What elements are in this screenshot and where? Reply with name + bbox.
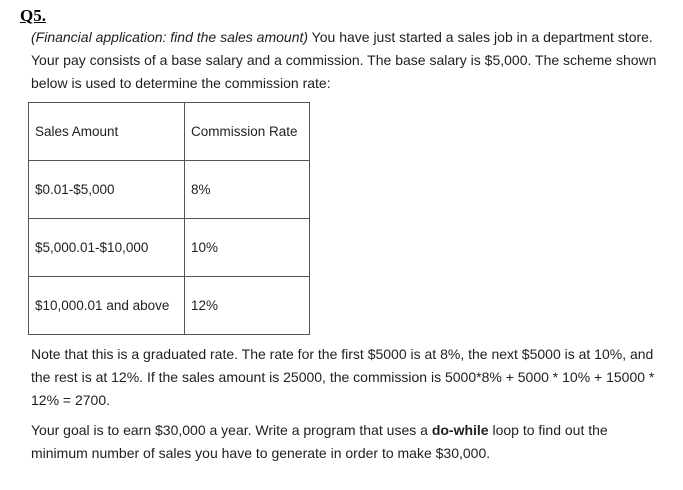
goal-text-before: Your goal is to earn $30,000 a year. Write a program that uses a [31, 422, 432, 438]
table-cell-sales-amount: $0.01-$5,000 [29, 161, 185, 219]
question-number: Q5. [20, 6, 46, 25]
goal-keyword-do-while: do-while [431, 422, 489, 438]
table-cell-commission-rate: 12% [185, 277, 310, 335]
table-cell-sales-amount: $5,000.01-$10,000 [29, 219, 185, 277]
table-header-sales-amount: Sales Amount [29, 103, 185, 161]
table-row [29, 161, 310, 219]
intro-italic-title: (Financial application: find the sales amount) [31, 29, 309, 45]
goal-paragraph [31, 419, 661, 465]
commission-rate-table [28, 102, 310, 335]
table-header-row [29, 103, 310, 161]
table-header-commission-rate: Commission Rate [185, 103, 310, 161]
table-row [29, 219, 310, 277]
intro-text: You have just started a sales job in a department store. Your pay consists of a base salary and a commission. The base salary is $5,000. The scheme shown below is used to determine the commission rate: [31, 29, 657, 91]
question-intro [31, 26, 661, 95]
goal-text-after: loop to find out the minimum number of sales you have to generate in order to make $30,000. [31, 422, 608, 461]
table-row [29, 277, 310, 335]
table-cell-commission-rate: 8% [185, 161, 310, 219]
table-cell-commission-rate: 10% [185, 219, 310, 277]
graduated-rate-note: Note that this is a graduated rate. The rate for the first $5000 is at 8%, the next $5000 is at 10%, and the rest is at 12%. If the sales amount is 25000, the commission is 5000*8% + 5000 * 10% + 15000 * 12% = 2700. [31, 346, 655, 408]
table-cell-sales-amount: $10,000.01 and above [29, 277, 185, 335]
